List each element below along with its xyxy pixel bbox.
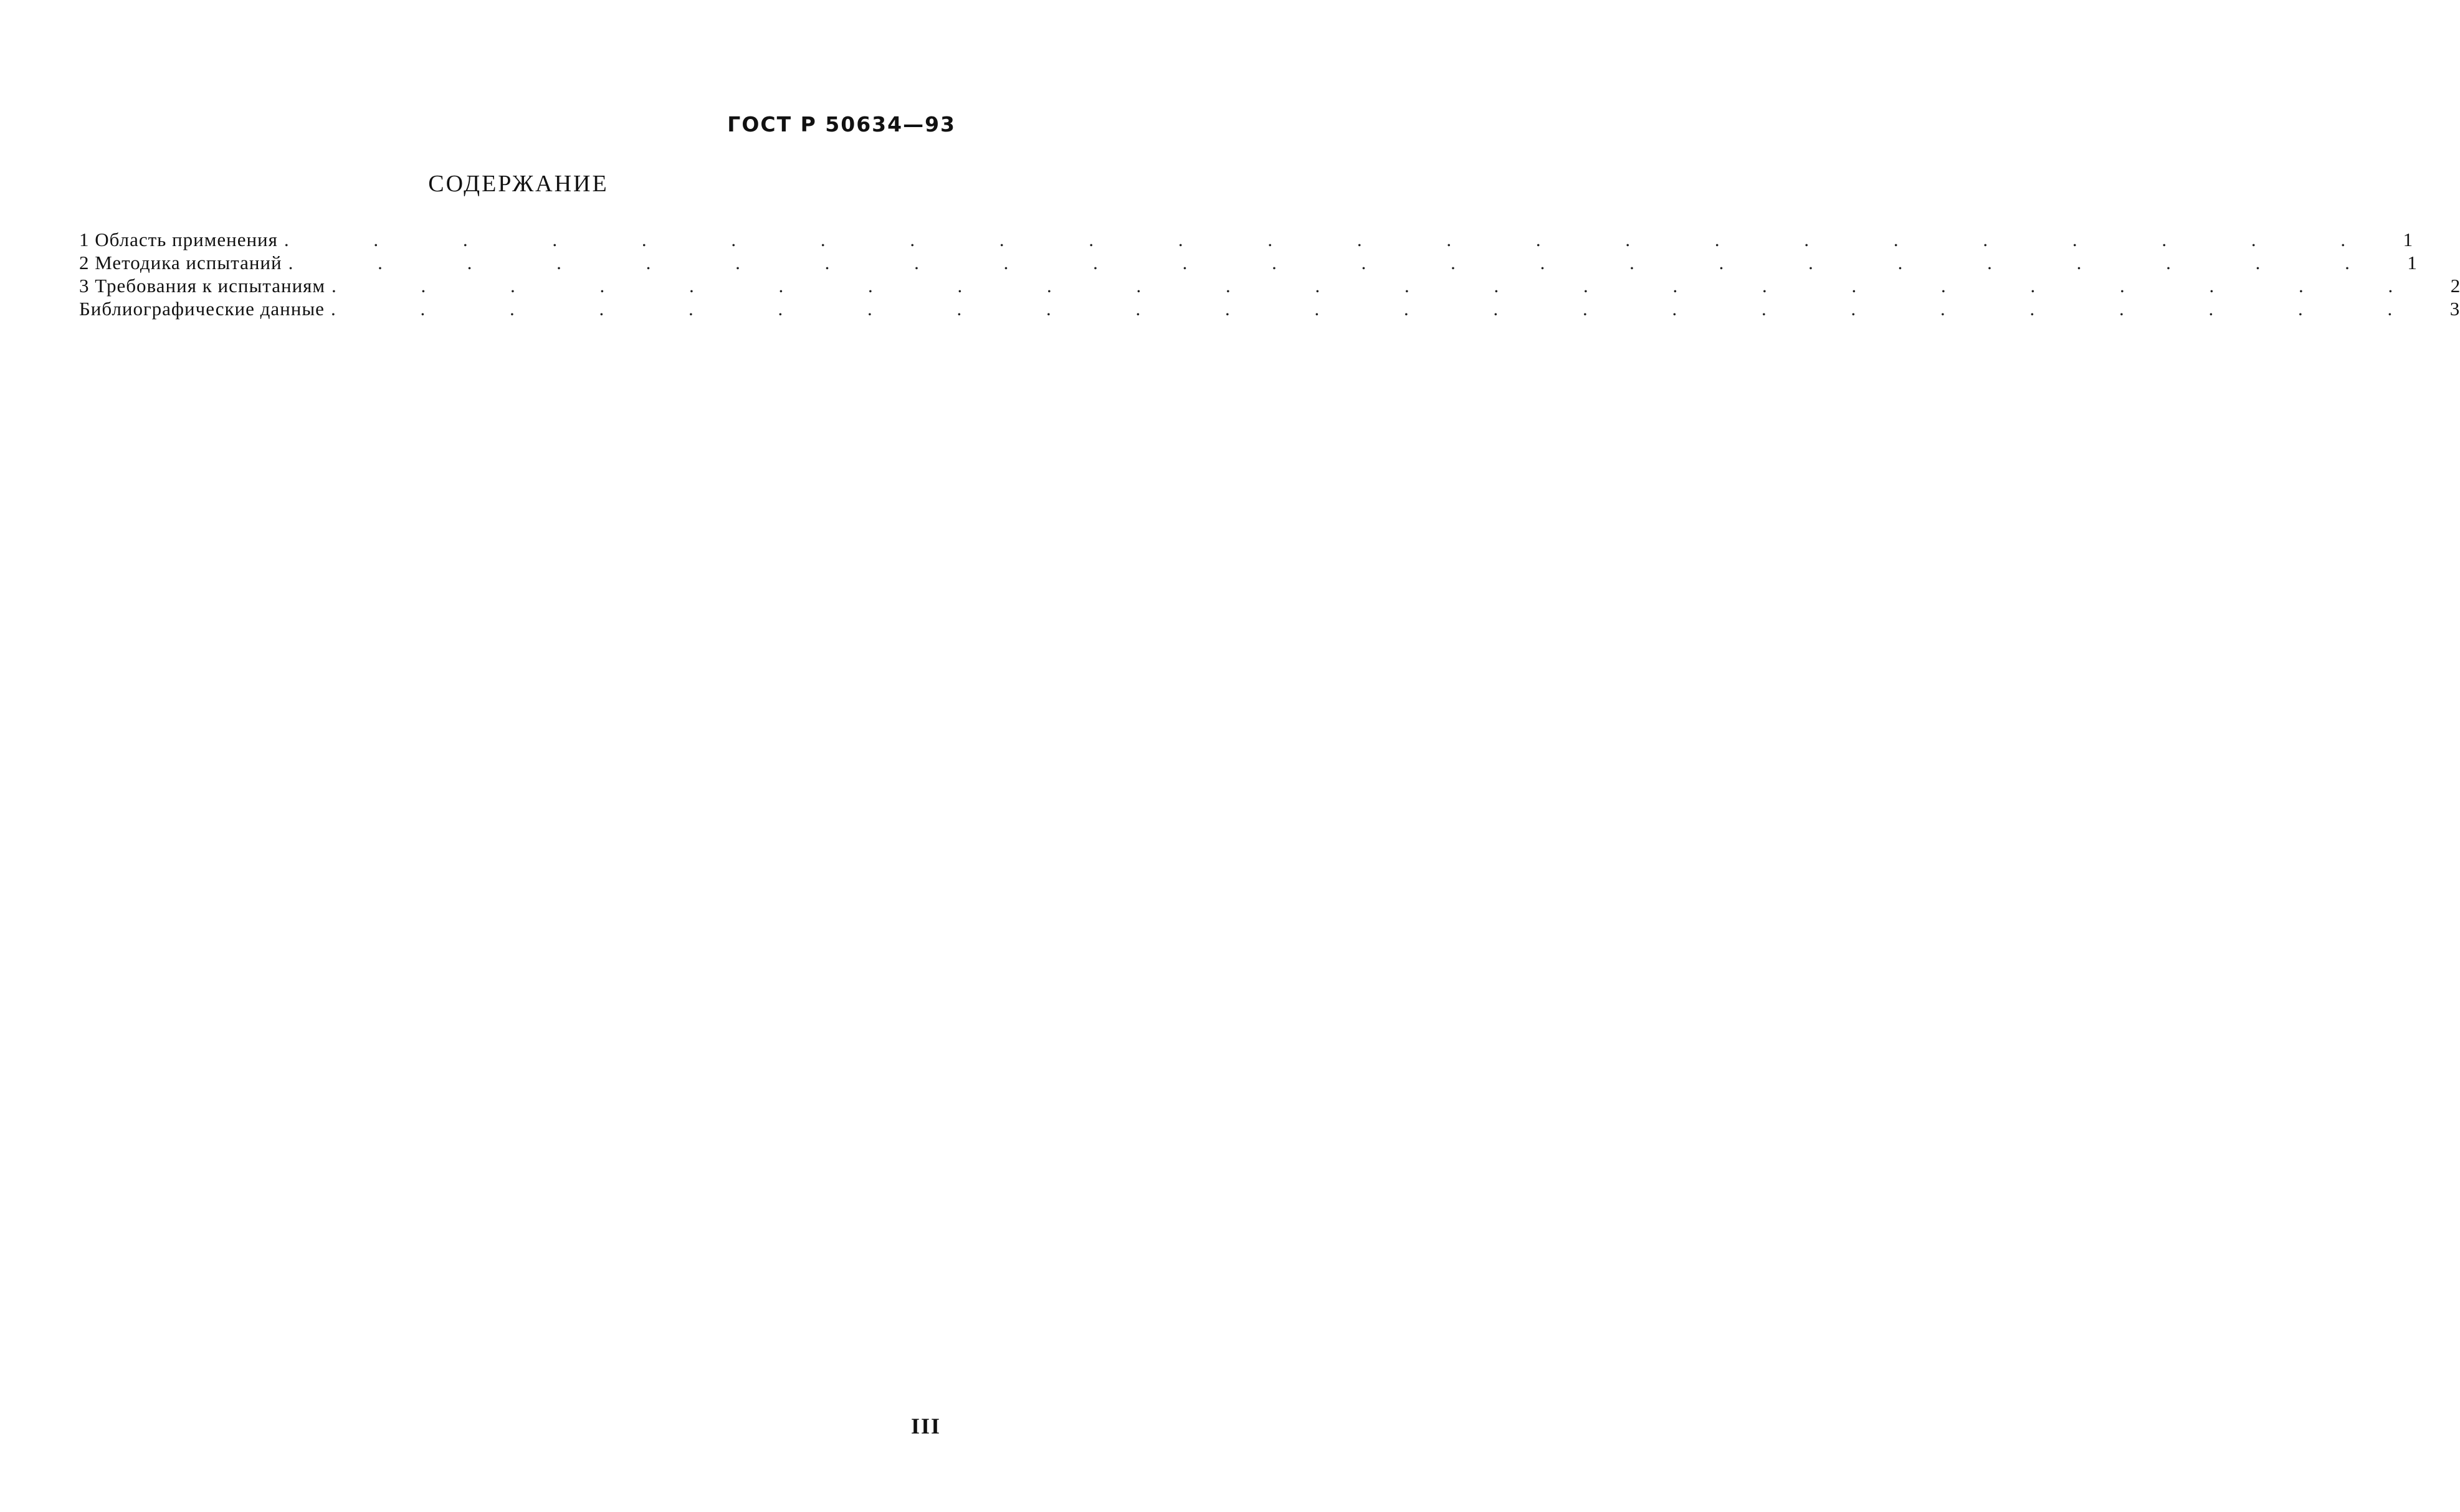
toc-entry[interactable] [79,251,2417,274]
dot-leader: . . . . . . . . . . . . . . . . . . . . . . . . [288,252,2390,273]
toc-entry[interactable] [79,228,2413,251]
toc-entry-label: 3 Требования к испытаниям [79,275,326,297]
dot-leader: . . . . . . . . . . . . . . . . . . . . . . . . [331,275,2433,297]
toc-entry[interactable] [79,274,2460,297]
toc-entry[interactable] [79,297,2460,320]
document-code: ГОСТ Р 50634—93 [727,112,956,136]
toc-entry-page: 3 [2449,298,2460,320]
toc-entry-page: 1 [2407,252,2417,273]
page-number: III [910,1414,941,1438]
toc-entry-label: 2 Методика испытаний [79,252,282,273]
table-of-contents [79,228,2460,320]
toc-entry-label: 1 Область применения [79,229,278,250]
toc-entry-page: 2 [2450,275,2460,297]
dot-leader: . . . . . . . . . . . . . . . . . . . . . . . . [330,298,2433,320]
toc-title: СОДЕРЖАНИЕ [428,171,609,197]
dot-leader: . . . . . . . . . . . . . . . . . . . . . . . . [284,229,2386,250]
toc-entry-label: Библиографические данные [79,298,325,320]
toc-entry-page: 1 [2403,229,2413,250]
